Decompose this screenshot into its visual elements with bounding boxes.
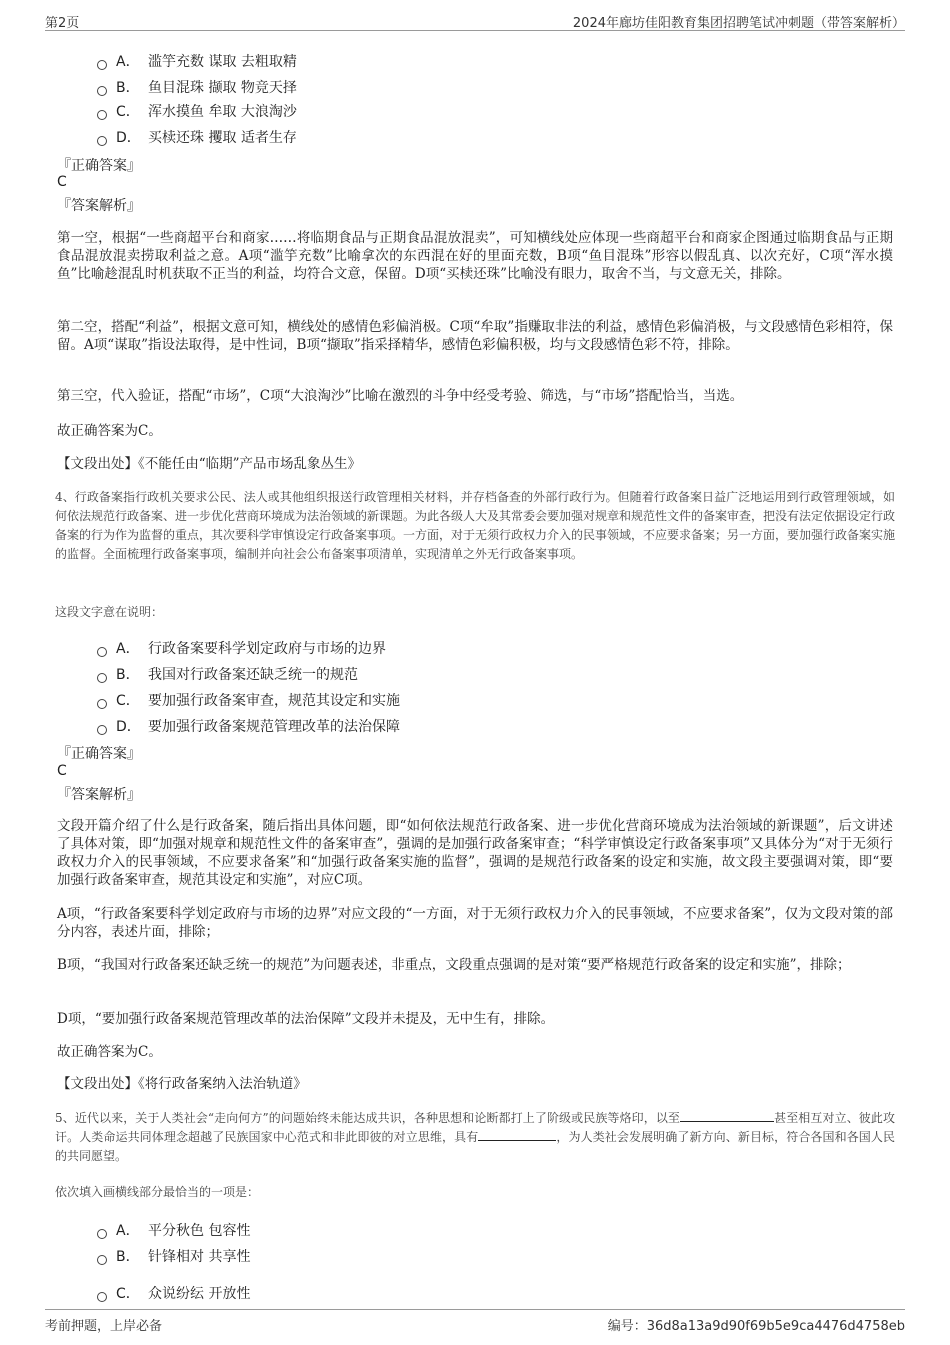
q4-stem: 4、行政备案指行政机关要求公民、法人或其他组织报送行政管理相关材料，并存档备查的外部行政行为。但随着行政备案日益广泛地运用到行政管理领域，如何依法规范行政备案、进一步优化营商环境成为法治领域的新课题。为此各级人大及其常委会要加强对规章和规范性文件的备案审查，把没有法定依据设定行政备案的行为作为监督的重点，其次要科学审慎设定行政备案事项。一方面，对于无须行政权力介入的民事领域，不应要求备案；另一方面，要加强行政备案实施的监督。全面梳理行政备案事项，编制并向社会公布备案事项清单，实现清单之外无行政备案事项。 — [55, 490, 896, 561]
document-serial: 编号：36d8a13a9d90f69b5e9ca4476d4758eb — [607, 1319, 905, 1334]
radio-icon[interactable] — [97, 1229, 107, 1239]
q4-analysis-p2: A项，“行政备案要科学划定政府与市场的边界”对应文段的“一方面，对于无须行政权力介入的民事领域，不应要求备案”，仅为文段对策的部分内容，表述片面，排除； — [57, 906, 893, 940]
q5-option-a[interactable]: A． 平分秋色 包容性 — [97, 1220, 250, 1240]
footer-slogan: 考前押题，上岸必备 — [45, 1319, 163, 1334]
q4-option-b[interactable]: B． 我国对行政备案还缺乏统一的规范 — [97, 664, 358, 684]
q3-analysis-p2: 第二空，搭配“利益”，根据文意可知，横线处的感情色彩偏消极。C项“牟取”指赚取非法的利益，感情色彩偏消极，与文段感情色彩相符，保留。A项“谋取”指设法取得，是中性词，B项“撷取”指采择精华，感情色彩偏积极，均与文段感情色彩不符，排除。 — [57, 319, 893, 353]
q3-answer-label: 『正确答案』 — [57, 158, 141, 174]
q5-option-b[interactable]: B． 针锋相对 共享性 — [97, 1246, 250, 1266]
radio-icon[interactable] — [97, 699, 107, 709]
radio-icon[interactable] — [97, 1292, 107, 1302]
q4-option-c[interactable]: C． 要加强行政备案审查，规范其设定和实施 — [97, 690, 400, 710]
q5-stem: 5、近代以来，关于人类社会“走向何方”的问题始终未能达成共识，各种思想和论断都打上了阶级或民族等烙印，以至 甚至相互对立、彼此攻讦。人类命运共同体理念超越了民族国家中心范式和非此即彼的对立思维，具有 ，为人类社会发展明确了新方向、新目标，符合各国和各国人民的共同愿望。 — [55, 1111, 895, 1163]
radio-icon[interactable] — [97, 110, 107, 120]
radio-icon[interactable] — [97, 86, 107, 96]
q3-analysis-p4: 故正确答案为C。 — [57, 423, 162, 439]
page-header — [45, 8, 905, 31]
radio-icon[interactable] — [97, 1255, 107, 1265]
q3-option-d[interactable]: D． 买椟还珠 攫取 适者生存 — [97, 127, 297, 147]
q4-analysis-label: 『答案解析』 — [57, 787, 141, 803]
q4-analysis-p5: 故正确答案为C。 — [57, 1044, 162, 1060]
q4-option-a[interactable]: A． 行政备案要科学划定政府与市场的边界 — [97, 638, 386, 658]
radio-icon[interactable] — [97, 136, 107, 146]
fill-blank-2 — [478, 1128, 556, 1141]
radio-icon[interactable] — [97, 725, 107, 735]
q3-option-c[interactable]: C． 浑水摸鱼 牟取 大浪淘沙 — [97, 101, 297, 121]
q4-option-d[interactable]: D． 要加强行政备案规范管理改革的法治保障 — [97, 716, 400, 736]
q3-option-b[interactable]: B． 鱼目混珠 撷取 物竞天择 — [97, 77, 297, 97]
q3-analysis-p1: 第一空，根据“一些商超平台和商家……将临期食品与正期食品混放混卖”，可知横线处应体现一些商超平台和商家企图通过临期食品与正期食品混放混卖捞取利益之意。A项“滥竽充数”比喻拿次的东西混在好的里面充数，B项“鱼目混珠”形容以假乱真、以次充好，C项“浑水摸鱼”比喻趁混乱时机获取不正当的利益，均符合文意，保留。D项“买椟还珠”比喻没有眼力，取舍不当，与文意无关，排除。 — [57, 230, 893, 282]
page-number: 第2页 — [45, 16, 80, 31]
q4-analysis-p4: D项，“要加强行政备案规范管理改革的法治保障”文段并未提及，无中生有，排除。 — [57, 1011, 555, 1027]
q3-analysis-p3: 第三空，代入验证，搭配“市场”，C项“大浪淘沙”比喻在激烈的斗争中经受考验、筛选，与“市场”搭配恰当，当选。 — [57, 388, 744, 404]
q3-answer: C — [57, 174, 67, 190]
q4-answer: C — [57, 763, 67, 779]
q3-source: 【文段出处】《不能任由“临期”产品市场乱象丛生》 — [57, 456, 362, 472]
q5-option-c[interactable]: C． 众说纷纭 开放性 — [97, 1283, 250, 1303]
q4-analysis-p1: 文段开篇介绍了什么是行政备案，随后指出具体问题，即“如何依法规范行政备案、进一步优化营商环境成为法治领域的新课题”，后文讲述了具体对策，即“加强对规章和规范性文件的备案审查”，强调的是加强行政备案审查；“科学审慎设定行政备案事项”又具体分为“对于无须行政权力介入的民事领域，不应要求备案”和“加强行政备案实施的监督”，强调的是规范行政备案的设定和实施，故文段主要强调对策，即“要加强行政备案审查，规范其设定和实施”，对应C项。 — [57, 818, 893, 888]
fill-blank-1 — [680, 1109, 774, 1122]
radio-icon[interactable] — [97, 673, 107, 683]
page-footer — [45, 1309, 905, 1334]
q4-analysis-p3: B项，“我国对行政备案还缺乏统一的规范”为问题表述，非重点，文段重点强调的是对策“要严格规范行政备案的设定和实施”，排除； — [57, 957, 851, 973]
q4-answer-label: 『正确答案』 — [57, 746, 141, 762]
q3-option-a[interactable]: A． 滥竽充数 谋取 去粗取精 — [97, 51, 297, 71]
document-title: 2024年廊坊佳阳教育集团招聘笔试冲刺题（带答案解析） — [572, 16, 905, 31]
radio-icon[interactable] — [97, 60, 107, 70]
q4-source: 【文段出处】《将行政备案纳入法治轨道》 — [57, 1076, 307, 1092]
q4-prompt: 这段文字意在说明： — [55, 605, 164, 619]
q3-analysis-label: 『答案解析』 — [57, 198, 141, 214]
q5-prompt: 依次填入画横线部分最恰当的一项是： — [55, 1185, 260, 1199]
radio-icon[interactable] — [97, 647, 107, 657]
